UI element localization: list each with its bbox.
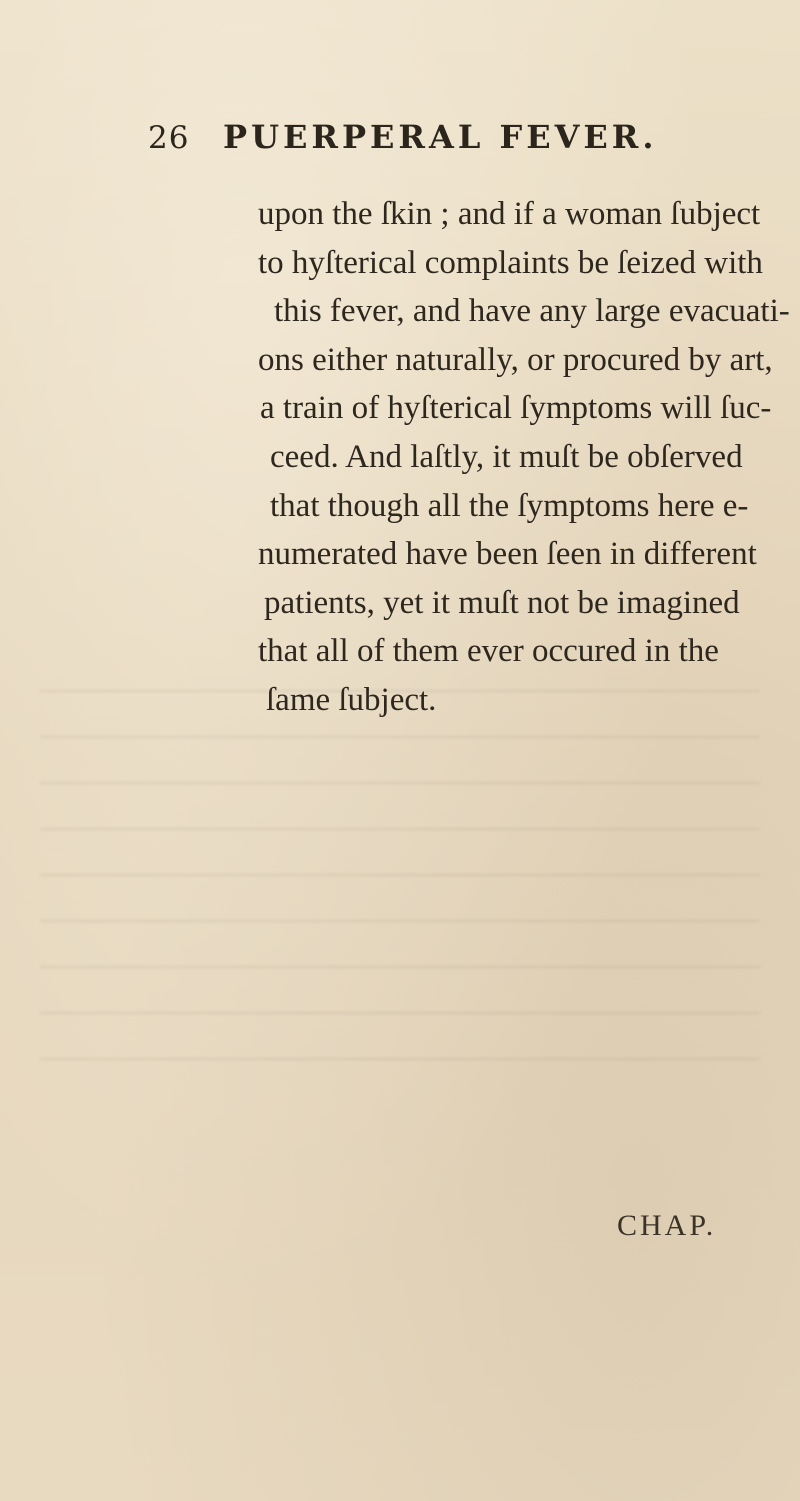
text-line: numerated have been ſeen in different	[258, 536, 757, 573]
running-head: PUERPERAL FEVER.	[223, 118, 658, 156]
text-line: upon the ſkin ; and if a woman ſubject	[258, 196, 761, 232]
page-number: 26	[148, 120, 190, 156]
text-line: to hyſterical complaints be ſeized with	[258, 244, 763, 281]
text-line: a train of hyſterical ſymptoms will ſuc-	[260, 390, 772, 427]
text-line: ons either naturally, or procured by art,	[258, 341, 773, 378]
catchword: CHAP.	[617, 1209, 717, 1242]
show-through-bleed	[40, 690, 760, 1070]
text-line: ſame ſubject.	[266, 681, 437, 718]
text-line: that all of them ever occured in the	[258, 633, 719, 670]
page-header	[148, 118, 768, 174]
text-line: ceed. And laſtly, it muſt be obſerved	[270, 438, 743, 475]
body-text	[258, 190, 798, 725]
text-line: this fever, and have any large evacuati-	[274, 293, 790, 330]
text-line: that though all the ſymptoms here e-	[270, 487, 749, 524]
text-line: patients, yet it muſt not be imagined	[264, 584, 740, 621]
